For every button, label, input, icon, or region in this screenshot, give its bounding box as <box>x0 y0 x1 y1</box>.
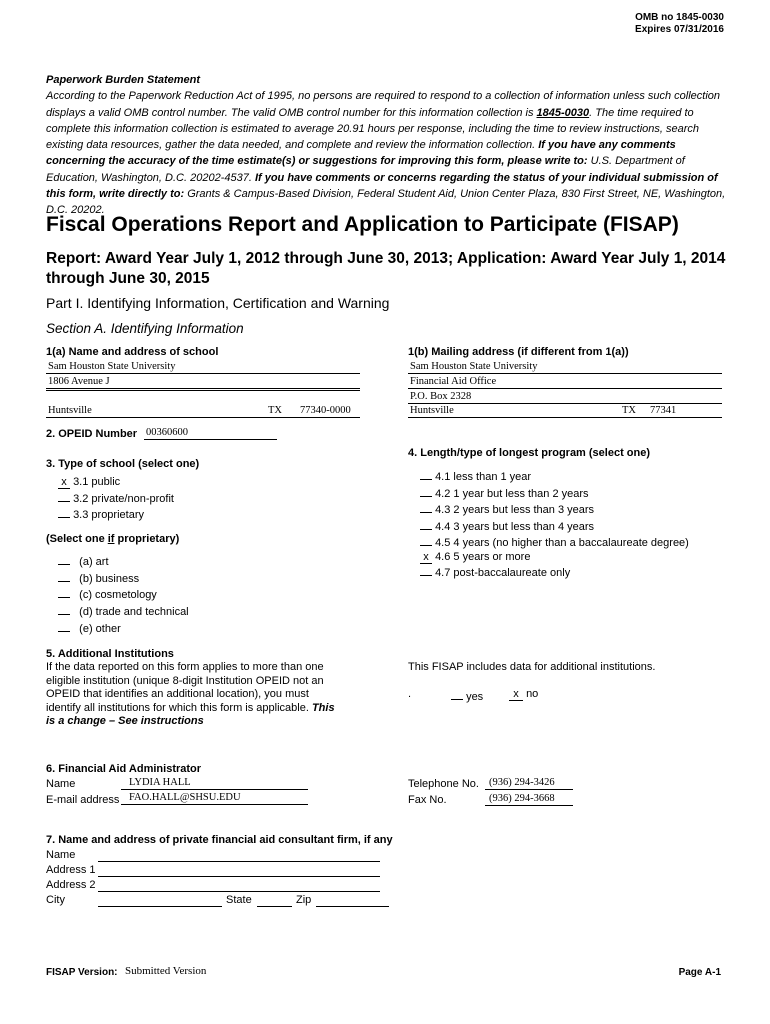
proprietary-option[interactable] <box>58 603 189 620</box>
program-length-option[interactable] <box>420 485 689 502</box>
proprietary-option-label: (e) other <box>79 622 121 635</box>
mailing-name-field[interactable] <box>408 360 722 374</box>
program-length-option[interactable] <box>420 564 689 581</box>
form-subtitle: Report: Award Year July 1, 2012 through June 30, 2013; Application: Award Year July 1, 2014 through June 30, 2015 <box>46 250 726 287</box>
additional-institutions-yes-option[interactable] <box>451 688 483 703</box>
school-zip-value: 77340-0000 <box>300 405 351 416</box>
fax-label: Fax No. <box>408 794 447 806</box>
proprietary-option[interactable] <box>58 570 189 587</box>
program-length-checkbox[interactable] <box>420 564 432 576</box>
proprietary-checkbox[interactable] <box>58 620 70 632</box>
fisap-version-label: FISAP Version: <box>46 967 118 978</box>
consultant-address1-label: Address 1 <box>46 864 96 876</box>
school-name-field[interactable] <box>46 360 360 374</box>
school-address-label: 1(a) Name and address of school <box>46 346 219 358</box>
yes-checkbox[interactable] <box>451 688 463 700</box>
school-address1-value: 1806 Avenue J <box>48 376 110 387</box>
no-checkbox[interactable]: x <box>509 689 523 701</box>
program-length-checkbox[interactable] <box>420 468 432 480</box>
burden-body <box>46 88 736 218</box>
mailing-state-value: TX <box>622 405 636 416</box>
program-length-option[interactable] <box>420 468 689 485</box>
mailing-line2-field[interactable] <box>408 375 722 389</box>
section-heading: Section A. Identifying Information <box>46 321 244 336</box>
program-length-checkbox[interactable] <box>420 485 432 497</box>
program-length-option[interactable] <box>420 501 689 518</box>
proprietary-label-text: (Select one <box>46 533 108 545</box>
additional-institutions-dot: . <box>408 688 412 700</box>
program-length-option-label: 4.5 4 years (no higher than a baccalaureate degree) <box>435 537 689 549</box>
program-length-option-label: 4.6 5 years or more <box>435 550 531 563</box>
proprietary-options <box>58 553 189 637</box>
consultant-address1-field[interactable] <box>98 863 380 877</box>
page-number: Page A-1 <box>678 967 721 978</box>
proprietary-label <box>46 533 179 545</box>
burden-title: Paperwork Burden Statement <box>46 74 201 86</box>
school-type-option[interactable] <box>58 490 174 507</box>
school-type-option-label: 3.1 public <box>73 476 121 488</box>
administrator-name-value: LYDIA HALL <box>129 777 191 788</box>
consultant-city-label: City <box>46 894 65 906</box>
consultant-address2-label: Address 2 <box>46 879 96 891</box>
program-length-label: 4. Length/type of longest program (select one) <box>408 447 651 459</box>
program-length-checkbox[interactable]: x <box>420 552 432 564</box>
burden-statement <box>46 72 736 219</box>
additional-institutions-instructions <box>46 661 346 729</box>
consultant-label: 7. Name and address of private financial aid consultant firm, if any <box>46 834 393 846</box>
omb-number: OMB no 1845-0030 <box>635 12 724 23</box>
consultant-name-label: Name <box>46 849 76 861</box>
proprietary-option-label: (a) art <box>79 556 109 568</box>
program-length-options <box>420 468 689 581</box>
consultant-name-field[interactable] <box>98 848 380 862</box>
school-state-value: TX <box>268 405 282 416</box>
proprietary-checkbox[interactable] <box>58 553 70 565</box>
administrator-label: 6. Financial Aid Administrator <box>46 763 202 775</box>
proprietary-option-label: (b) business <box>79 572 140 585</box>
telephone-value: (936) 294-3426 <box>489 777 555 788</box>
school-type-option[interactable] <box>58 476 174 490</box>
fax-field[interactable] <box>485 792 573 806</box>
burden-text: U.S. Department of Education, Washington, D.C. 20202-4537. <box>46 155 685 184</box>
fax-value: (936) 294-3668 <box>489 793 555 804</box>
school-address1-field[interactable] <box>46 375 360 389</box>
proprietary-option[interactable] <box>58 586 189 603</box>
school-city-state-zip-field[interactable] <box>46 404 360 418</box>
administrator-email-label: E-mail address <box>46 794 120 806</box>
consultant-city-field[interactable] <box>98 893 222 907</box>
additional-institutions-body: If the data reported on this form applies to more than one eligible institution (unique 8-digit Institution OPEID not an OPEID that identifies an additional location), you must identify all institutions for which this form is applicable. <box>46 661 324 714</box>
consultant-state-field[interactable] <box>257 893 292 907</box>
burden-text: . The time required to complete this information collection is estimated to average 20.91 hours per response, including the time to review instructions, search existing data resources, gather the data needed, and complete and review the information collection. <box>46 106 700 152</box>
fisap-version-value: Submitted Version <box>125 965 207 977</box>
program-length-option-label: 4.1 less than 1 year <box>435 471 532 483</box>
program-length-checkbox[interactable] <box>420 518 432 530</box>
burden-omb-number: 1845-0030 <box>536 106 590 119</box>
mailing-address-label: 1(b) Mailing address (if different from 1(a)) <box>408 346 629 358</box>
additional-institutions-no-option[interactable] <box>509 688 538 701</box>
proprietary-option-label: (c) cosmetology <box>79 589 157 602</box>
proprietary-label-if: if <box>107 533 115 545</box>
form-title: Fiscal Operations Report and Application to Participate (FISAP) <box>46 213 679 236</box>
proprietary-option[interactable] <box>58 553 189 570</box>
program-length-option-label: 4.7 post-baccalaureate only <box>435 567 571 579</box>
part-heading: Part I. Identifying Information, Certification and Warning <box>46 295 390 311</box>
consultant-zip-label: Zip <box>296 894 312 906</box>
yes-label: yes <box>466 691 484 703</box>
school-type-checkbox[interactable]: x <box>58 477 70 489</box>
opeid-value: 00360600 <box>146 427 188 438</box>
program-length-option[interactable] <box>420 518 689 535</box>
program-length-option-label: 4.3 2 years but less than 3 years <box>435 504 595 516</box>
program-length-checkbox[interactable] <box>420 501 432 513</box>
consultant-zip-field[interactable] <box>316 893 389 907</box>
school-type-checkbox[interactable] <box>58 490 70 502</box>
omb-header <box>635 12 724 36</box>
school-address2-field[interactable] <box>46 390 360 391</box>
consultant-address2-field[interactable] <box>98 878 380 892</box>
burden-text: Grants & Campus-Based Division, Federal Student Aid, Union Center Plaza, 830 First Street, NE, Washington, D.C. 20202. <box>46 188 726 217</box>
telephone-field[interactable] <box>485 776 573 790</box>
proprietary-checkbox[interactable] <box>58 570 70 582</box>
administrator-email-field[interactable] <box>121 791 308 805</box>
additional-institutions-label: 5. Additional Institutions <box>46 648 174 660</box>
program-length-option-label: 4.2 1 year but less than 2 years <box>435 487 589 500</box>
program-length-option[interactable] <box>420 551 689 565</box>
school-type-option-label: 3.2 private/non-profit <box>73 492 174 505</box>
school-type-checkbox[interactable] <box>58 506 70 518</box>
proprietary-option-label: (d) trade and technical <box>79 606 189 619</box>
school-type-label: 3. Type of school (select one) <box>46 458 200 470</box>
mailing-city-value: Huntsville <box>410 405 454 416</box>
program-length-option[interactable] <box>420 534 689 551</box>
no-label: no <box>526 688 539 700</box>
proprietary-option[interactable] <box>58 620 189 637</box>
program-length-option-label: 4.4 3 years but less than 4 years <box>435 520 595 533</box>
administrator-name-field[interactable] <box>121 776 308 790</box>
program-length-checkbox[interactable] <box>420 534 432 546</box>
additional-institutions-statement: This FISAP includes data for additional institutions. <box>408 661 656 673</box>
mailing-line3-value: P.O. Box 2328 <box>410 391 472 402</box>
mailing-line2-value: Financial Aid Office <box>410 376 497 387</box>
additional-institutions-change-note: This is a change – See instructions <box>46 701 335 727</box>
opeid-label: 2. OPEID Number <box>46 428 138 440</box>
burden-comment-instruction: If you have any comments concerning the accuracy of the time estimate(s) or suggestions for improving this form, please write to: <box>46 139 676 168</box>
school-type-option[interactable] <box>58 506 174 523</box>
school-city-value: Huntsville <box>48 405 92 416</box>
proprietary-checkbox[interactable] <box>58 603 70 615</box>
mailing-line3-field[interactable] <box>408 390 722 404</box>
consultant-state-label: State <box>226 894 252 906</box>
proprietary-label-text: proprietary) <box>114 533 180 545</box>
opeid-field[interactable] <box>144 426 277 440</box>
mailing-city-state-zip-field[interactable] <box>408 404 722 418</box>
mailing-name-value: Sam Houston State University <box>410 361 538 372</box>
school-type-option-label: 3.3 proprietary <box>73 509 144 521</box>
school-name-value: Sam Houston State University <box>48 361 176 372</box>
proprietary-checkbox[interactable] <box>58 586 70 598</box>
school-type-options <box>58 476 174 523</box>
administrator-name-label: Name <box>46 778 76 790</box>
burden-status-instruction: If you have comments or concerns regarding the status of your individual submission of this form, write directly to: <box>46 171 718 201</box>
burden-text: According to the Paperwork Reduction Act of 1995, no persons are required to respond to a collection of information unless such collection displays a valid OMB control number. The valid OMB control number for this information collection is <box>46 90 721 119</box>
omb-expiration: Expires 07/31/2016 <box>635 24 724 35</box>
administrator-email-value: FAO.HALL@SHSU.EDU <box>129 792 241 803</box>
mailing-zip-value: 77341 <box>650 405 677 416</box>
telephone-label: Telephone No. <box>408 778 479 790</box>
